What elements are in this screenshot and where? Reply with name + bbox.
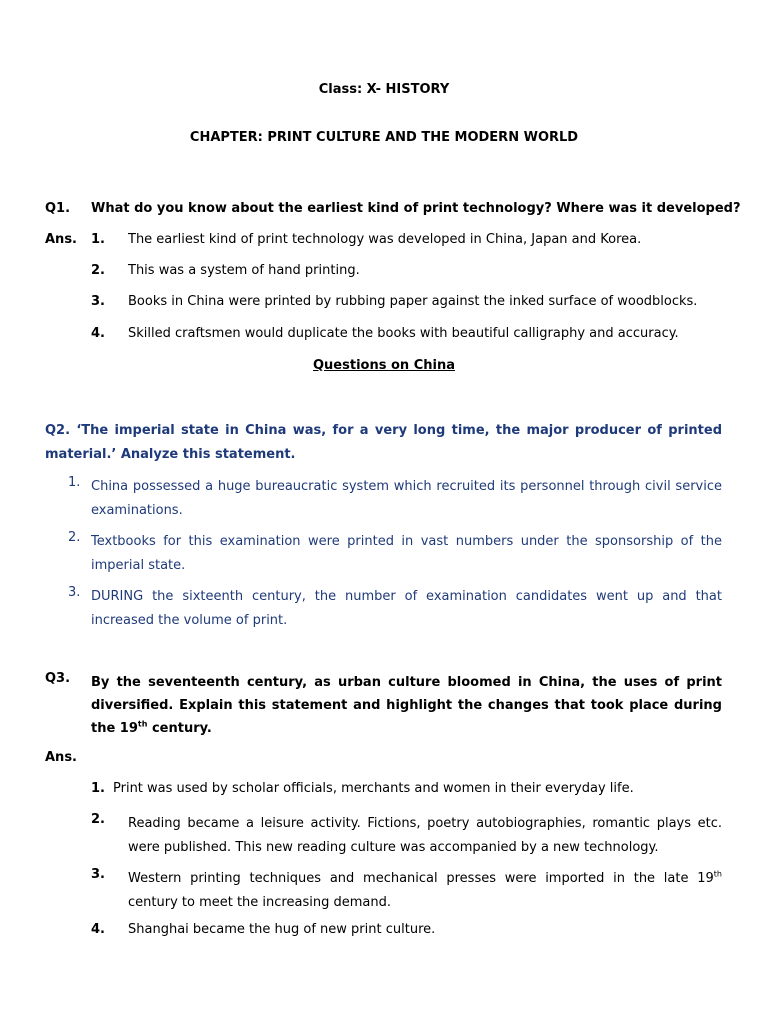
q1-ans-label: Ans. bbox=[45, 232, 77, 247]
q3-answer-text: Reading became a leisure activity. Fictions, poetry autobiographies, romantic plays etc. were published. This new reading culture was accompanied by a new technology. bbox=[128, 816, 722, 855]
q1-answer-text: Books in China were printed by rubbing paper against the inked surface of woodblocks. bbox=[128, 294, 698, 309]
class-title: Class: X- HISTORY bbox=[318, 82, 450, 97]
q1-answer-text: This was a system of hand printing. bbox=[128, 263, 360, 278]
q3-answer-text-part: century to meet the increasing demand. bbox=[128, 895, 391, 910]
q3-question-superscript: th bbox=[137, 719, 148, 729]
q2-answer-text: DURING the sixteenth century, the number of examination candidates went up and that increased the volume of print. bbox=[91, 589, 722, 628]
q1-label: Q1. bbox=[45, 201, 71, 216]
q3-ans-label: Ans. bbox=[45, 750, 77, 765]
q2-answer-number: 1. bbox=[68, 475, 81, 490]
q2-answer-text: Textbooks for this examination were printed in vast numbers under the sponsorship of the imperial state. bbox=[91, 534, 722, 573]
q3-question bbox=[91, 671, 722, 740]
q1-question: What do you know about the earliest kind of print technology? Where was it developed? bbox=[91, 201, 741, 216]
chapter-title: CHAPTER: PRINT CULTURE AND THE MODERN WORLD bbox=[189, 130, 579, 145]
q3-answer-text-part: Western printing techniques and mechanical presses were imported in the late 19 bbox=[128, 871, 714, 886]
q3-answer-number: 3. bbox=[91, 867, 105, 882]
q2-answer-text: China possessed a huge bureaucratic system which recruited its personnel through civil service examinations. bbox=[91, 479, 722, 518]
q1-answer-text: The earliest kind of print technology was developed in China, Japan and Korea. bbox=[128, 232, 642, 247]
q3-answer-number: 1. bbox=[91, 781, 105, 796]
q1-answer-number: 3. bbox=[91, 294, 105, 309]
q2-answer-number: 3. bbox=[68, 585, 81, 600]
q1-answer-number: 2. bbox=[91, 263, 105, 278]
q2-answer-number: 2. bbox=[68, 530, 81, 545]
q1-answer-number: 1. bbox=[91, 232, 105, 247]
q3-answer-number: 2. bbox=[91, 812, 105, 827]
q1-answer-text: Skilled craftsmen would duplicate the books with beautiful calligraphy and accuracy. bbox=[128, 326, 679, 341]
q2-question: Q2. ‘The imperial state in China was, for a very long time, the major producer of printed material.’ Analyze this statement. bbox=[45, 423, 722, 462]
q3-question-ending: century. bbox=[147, 721, 212, 736]
q3-answer-text bbox=[128, 867, 722, 915]
q3-answer-superscript: th bbox=[713, 869, 722, 879]
q3-answer-text: Print was used by scholar officials, merchants and women in their everyday life. bbox=[113, 781, 634, 796]
q3-label: Q3. bbox=[45, 671, 71, 686]
section-heading: Questions on China bbox=[313, 358, 455, 373]
q1-answer-number: 4. bbox=[91, 326, 105, 341]
q3-answer-text: Shanghai became the hug of new print culture. bbox=[128, 922, 436, 937]
q3-answer-number: 4. bbox=[91, 922, 105, 937]
q3-question-text: By the seventeenth century, as urban culture bloomed in China, the uses of print diversified. Explain this statement and highlight the changes that took place during the 19 bbox=[91, 675, 722, 736]
